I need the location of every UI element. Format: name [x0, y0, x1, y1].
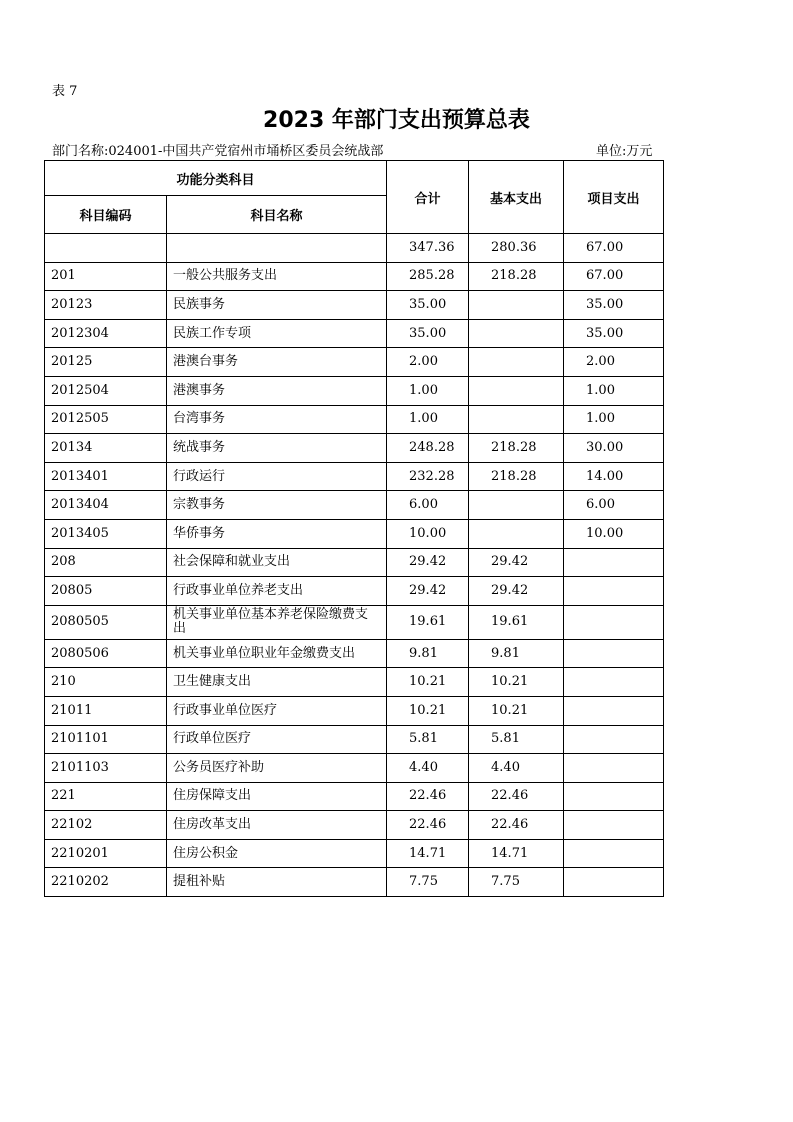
- cell-total: 9.81: [387, 639, 469, 668]
- table-number: 表 7: [52, 84, 78, 99]
- cell-basic-expenditure: 29.42: [469, 577, 564, 606]
- cell-basic-expenditure: 218.28: [469, 262, 564, 291]
- cell-project-expenditure: [564, 577, 664, 606]
- cell-subject-name: [167, 234, 387, 263]
- table-row: [45, 405, 664, 434]
- cell-project-expenditure: 2.00: [564, 348, 664, 377]
- cell-subject-code: 210: [45, 668, 167, 697]
- cell-basic-expenditure: 14.71: [469, 839, 564, 868]
- cell-subject-code: 2012504: [45, 376, 167, 405]
- table-row: [45, 839, 664, 868]
- cell-project-expenditure: [564, 839, 664, 868]
- cell-subject-name: 行政事业单位医疗: [167, 696, 387, 725]
- cell-total: 6.00: [387, 491, 469, 520]
- table-row: [45, 668, 664, 697]
- cell-subject-name: 统战事务: [167, 434, 387, 463]
- table-row: [45, 434, 664, 463]
- cell-basic-expenditure: 7.75: [469, 868, 564, 897]
- cell-subject-code: 201: [45, 262, 167, 291]
- cell-total: 1.00: [387, 405, 469, 434]
- cell-subject-name: 住房改革支出: [167, 811, 387, 840]
- cell-basic-expenditure: 22.46: [469, 811, 564, 840]
- cell-basic-expenditure: 218.28: [469, 434, 564, 463]
- cell-subject-name: 公务员医疗补助: [167, 754, 387, 783]
- cell-project-expenditure: [564, 868, 664, 897]
- table-row: [45, 868, 664, 897]
- table-body: [45, 234, 664, 897]
- cell-subject-code: 208: [45, 548, 167, 577]
- cell-basic-expenditure: [469, 376, 564, 405]
- cell-subject-code: 2080506: [45, 639, 167, 668]
- table-row: [45, 519, 664, 548]
- cell-subject-code: 2012505: [45, 405, 167, 434]
- cell-project-expenditure: [564, 668, 664, 697]
- cell-subject-code: 221: [45, 782, 167, 811]
- cell-project-expenditure: [564, 639, 664, 668]
- cell-subject-name: 民族工作专项: [167, 319, 387, 348]
- cell-subject-name: 宗教事务: [167, 491, 387, 520]
- cell-subject-code: 2013405: [45, 519, 167, 548]
- cell-basic-expenditure: 10.21: [469, 696, 564, 725]
- cell-project-expenditure: [564, 605, 664, 639]
- table-row: [45, 782, 664, 811]
- cell-project-expenditure: 1.00: [564, 376, 664, 405]
- cell-subject-code: 2101103: [45, 754, 167, 783]
- table-row: [45, 605, 664, 639]
- budget-table: [44, 160, 664, 897]
- cell-subject-code: 2080505: [45, 605, 167, 639]
- cell-basic-expenditure: 19.61: [469, 605, 564, 639]
- cell-subject-code: 2101101: [45, 725, 167, 754]
- cell-total: 285.28: [387, 262, 469, 291]
- cell-total: 248.28: [387, 434, 469, 463]
- cell-subject-code: 20134: [45, 434, 167, 463]
- header-project-expenditure: 项目支出: [564, 161, 664, 234]
- cell-basic-expenditure: [469, 319, 564, 348]
- header-function-category: 功能分类科目: [45, 161, 387, 196]
- cell-project-expenditure: [564, 754, 664, 783]
- cell-total: 232.28: [387, 462, 469, 491]
- table-row: [45, 348, 664, 377]
- cell-subject-name: 社会保障和就业支出: [167, 548, 387, 577]
- cell-project-expenditure: 67.00: [564, 234, 664, 263]
- cell-total: 29.42: [387, 577, 469, 606]
- cell-basic-expenditure: 9.81: [469, 639, 564, 668]
- cell-total: 7.75: [387, 868, 469, 897]
- table-header: [45, 161, 664, 234]
- cell-total: 14.71: [387, 839, 469, 868]
- cell-project-expenditure: 35.00: [564, 291, 664, 320]
- cell-subject-name: 港澳台事务: [167, 348, 387, 377]
- document-title: 2023 年部门支出预算总表: [263, 108, 530, 133]
- cell-basic-expenditure: [469, 405, 564, 434]
- cell-project-expenditure: 35.00: [564, 319, 664, 348]
- table-row: [45, 639, 664, 668]
- department-name: 部门名称:024001-中国共产党宿州市埇桥区委员会统战部: [52, 144, 384, 159]
- cell-basic-expenditure: [469, 491, 564, 520]
- cell-basic-expenditure: 10.21: [469, 668, 564, 697]
- cell-project-expenditure: [564, 811, 664, 840]
- cell-subject-name: 民族事务: [167, 291, 387, 320]
- cell-project-expenditure: 14.00: [564, 462, 664, 491]
- cell-subject-code: 2013404: [45, 491, 167, 520]
- cell-subject-name: 一般公共服务支出: [167, 262, 387, 291]
- table-row: [45, 811, 664, 840]
- cell-subject-code: 20125: [45, 348, 167, 377]
- cell-subject-name: 机关事业单位职业年金缴费支出: [167, 639, 387, 668]
- cell-total: 5.81: [387, 725, 469, 754]
- cell-basic-expenditure: 22.46: [469, 782, 564, 811]
- table-row: [45, 291, 664, 320]
- cell-subject-name: 行政事业单位养老支出: [167, 577, 387, 606]
- cell-basic-expenditure: 4.40: [469, 754, 564, 783]
- cell-project-expenditure: 1.00: [564, 405, 664, 434]
- cell-subject-name: 提租补贴: [167, 868, 387, 897]
- header-subject-code: 科目编码: [45, 196, 167, 234]
- cell-subject-code: 2012304: [45, 319, 167, 348]
- cell-basic-expenditure: [469, 519, 564, 548]
- cell-project-expenditure: 67.00: [564, 262, 664, 291]
- cell-project-expenditure: 10.00: [564, 519, 664, 548]
- cell-subject-code: 2210202: [45, 868, 167, 897]
- cell-subject-name: 行政运行: [167, 462, 387, 491]
- header-subject-name: 科目名称: [167, 196, 387, 234]
- cell-subject-code: 22102: [45, 811, 167, 840]
- cell-total: 10.21: [387, 668, 469, 697]
- cell-total: 19.61: [387, 605, 469, 639]
- cell-total: 347.36: [387, 234, 469, 263]
- cell-total: 35.00: [387, 319, 469, 348]
- table-row: [45, 754, 664, 783]
- table-row: [45, 548, 664, 577]
- table-row: [45, 262, 664, 291]
- cell-project-expenditure: [564, 725, 664, 754]
- cell-subject-code: [45, 234, 167, 263]
- table-row: [45, 491, 664, 520]
- table-row: [45, 376, 664, 405]
- cell-project-expenditure: [564, 782, 664, 811]
- cell-total: 35.00: [387, 291, 469, 320]
- cell-basic-expenditure: 218.28: [469, 462, 564, 491]
- table-row: [45, 696, 664, 725]
- cell-subject-name: 港澳事务: [167, 376, 387, 405]
- cell-subject-name: 华侨事务: [167, 519, 387, 548]
- cell-basic-expenditure: 280.36: [469, 234, 564, 263]
- cell-project-expenditure: 30.00: [564, 434, 664, 463]
- cell-total: 4.40: [387, 754, 469, 783]
- cell-subject-code: 20123: [45, 291, 167, 320]
- cell-total: 29.42: [387, 548, 469, 577]
- table-row: [45, 577, 664, 606]
- table-row: [45, 319, 664, 348]
- cell-basic-expenditure: 29.42: [469, 548, 564, 577]
- table-row: [45, 234, 664, 263]
- table-row: [45, 725, 664, 754]
- unit-label: 单位:万元: [596, 144, 653, 159]
- cell-total: 1.00: [387, 376, 469, 405]
- cell-basic-expenditure: [469, 348, 564, 377]
- cell-total: 10.00: [387, 519, 469, 548]
- cell-total: 2.00: [387, 348, 469, 377]
- cell-project-expenditure: [564, 696, 664, 725]
- cell-subject-code: 21011: [45, 696, 167, 725]
- cell-basic-expenditure: [469, 291, 564, 320]
- cell-basic-expenditure: 5.81: [469, 725, 564, 754]
- cell-subject-name: 台湾事务: [167, 405, 387, 434]
- cell-subject-code: 20805: [45, 577, 167, 606]
- cell-subject-name: 行政单位医疗: [167, 725, 387, 754]
- cell-subject-code: 2210201: [45, 839, 167, 868]
- header-basic-expenditure: 基本支出: [469, 161, 564, 234]
- cell-project-expenditure: [564, 548, 664, 577]
- cell-subject-name: 住房保障支出: [167, 782, 387, 811]
- cell-total: 10.21: [387, 696, 469, 725]
- cell-subject-name: 机关事业单位基本养老保险缴费支出: [167, 605, 387, 639]
- header-total: 合计: [387, 161, 469, 234]
- cell-subject-name: 住房公积金: [167, 839, 387, 868]
- table-row: [45, 462, 664, 491]
- cell-total: 22.46: [387, 811, 469, 840]
- cell-total: 22.46: [387, 782, 469, 811]
- cell-project-expenditure: 6.00: [564, 491, 664, 520]
- cell-subject-name: 卫生健康支出: [167, 668, 387, 697]
- cell-subject-code: 2013401: [45, 462, 167, 491]
